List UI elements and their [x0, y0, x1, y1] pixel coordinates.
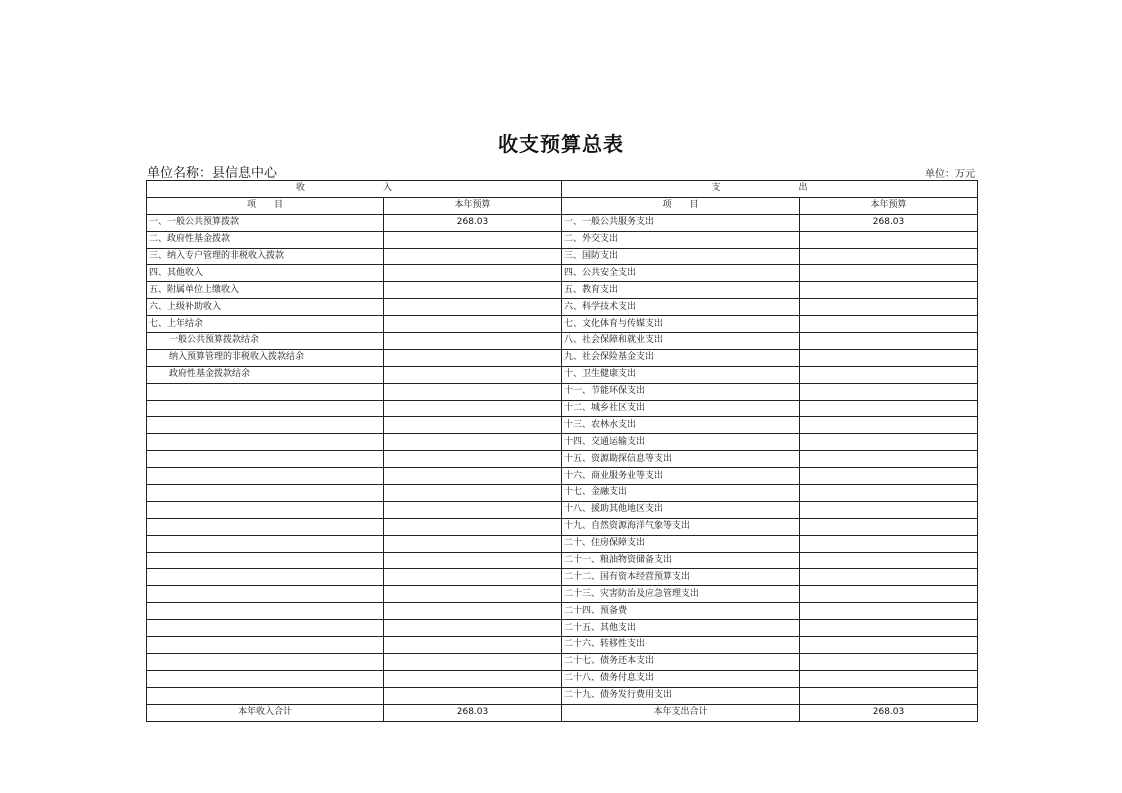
expense-amount-cell — [800, 282, 978, 299]
expense-item-cell: 十六、商业服务业等支出 — [562, 468, 800, 485]
expense-amount-cell — [800, 687, 978, 704]
income-item-cell — [147, 552, 384, 569]
income-item-cell: 一般公共预算拨款结余 — [147, 333, 384, 350]
table-row — [147, 451, 978, 468]
expense-item-cell: 二十一、粮油物资储备支出 — [562, 552, 800, 569]
expense-amount-cell — [800, 468, 978, 485]
budget-table — [146, 180, 978, 722]
expense-item-cell: 二十四、预备费 — [562, 603, 800, 620]
income-amount-cell — [384, 653, 562, 670]
table-row — [147, 569, 978, 586]
expense-amount-cell — [800, 417, 978, 434]
income-item-cell: 六、上级补助收入 — [147, 299, 384, 316]
income-item-cell: 七、上年结余 — [147, 316, 384, 333]
income-amount-cell — [384, 434, 562, 451]
table-row — [147, 518, 978, 535]
table-row — [147, 670, 978, 687]
expense-amount-cell — [800, 586, 978, 603]
expense-item-cell: 二十七、债务还本支出 — [562, 653, 800, 670]
expense-item-cell: 五、教育支出 — [562, 282, 800, 299]
income-item-cell: 纳入预算管理的非税收入拨款结余 — [147, 349, 384, 366]
table-row — [147, 299, 978, 316]
expense-amount-cell — [800, 552, 978, 569]
expense-amount-cell — [800, 670, 978, 687]
table-row — [147, 485, 978, 502]
table-row — [147, 282, 978, 299]
expense-item-cell: 二十八、债务付息支出 — [562, 670, 800, 687]
income-item-cell: 四、其他收入 — [147, 265, 384, 282]
expense-amount-cell — [800, 501, 978, 518]
income-amount-cell — [384, 518, 562, 535]
expense-amount-cell — [800, 653, 978, 670]
income-budget-header: 本年预算 — [384, 197, 562, 214]
income-item-cell: 一、一般公共预算拨款 — [147, 214, 384, 231]
income-item-cell — [147, 653, 384, 670]
income-item-cell: 五、附属单位上缴收入 — [147, 282, 384, 299]
income-amount-cell — [384, 670, 562, 687]
table-row — [147, 620, 978, 637]
income-amount-cell — [384, 637, 562, 654]
income-amount-cell — [384, 501, 562, 518]
table-row — [147, 400, 978, 417]
expense-amount-cell — [800, 231, 978, 248]
income-amount-cell — [384, 282, 562, 299]
unit-money-label: 单位：万元 — [925, 169, 975, 180]
income-amount-cell — [384, 316, 562, 333]
income-amount-cell — [384, 400, 562, 417]
table-row — [147, 687, 978, 704]
expense-item-cell: 八、社会保障和就业支出 — [562, 333, 800, 350]
table-row — [147, 434, 978, 451]
income-amount-cell — [384, 586, 562, 603]
expense-item-cell: 二十六、转移性支出 — [562, 637, 800, 654]
expense-budget-header: 本年预算 — [800, 197, 978, 214]
expense-item-cell: 十二、城乡社区支出 — [562, 400, 800, 417]
expense-item-cell: 二十、住房保障支出 — [562, 535, 800, 552]
expense-amount-cell — [800, 603, 978, 620]
totals-row — [147, 704, 978, 721]
expense-item-cell: 二十二、国有资本经营预算支出 — [562, 569, 800, 586]
expense-amount-cell — [800, 620, 978, 637]
expense-item-cell: 二十五、其他支出 — [562, 620, 800, 637]
expense-amount-cell — [800, 333, 978, 350]
expense-item-cell: 十三、农林水支出 — [562, 417, 800, 434]
income-item-cell: 三、纳入专户管理的非税收入拨款 — [147, 248, 384, 265]
table-row — [147, 535, 978, 552]
expense-item-cell: 十七、金融支出 — [562, 485, 800, 502]
expense-amount-cell — [800, 451, 978, 468]
income-item-cell — [147, 434, 384, 451]
expense-section-header: 支 出 — [562, 181, 978, 198]
table-row — [147, 383, 978, 400]
income-item-cell — [147, 687, 384, 704]
table-row — [147, 603, 978, 620]
table-row — [147, 653, 978, 670]
table-row — [147, 501, 978, 518]
expense-amount-cell — [800, 535, 978, 552]
table-row — [147, 552, 978, 569]
income-item-cell — [147, 400, 384, 417]
expense-amount-cell — [800, 485, 978, 502]
income-amount-cell — [384, 485, 562, 502]
income-amount-cell — [384, 468, 562, 485]
income-item-cell — [147, 637, 384, 654]
table-row — [147, 333, 978, 350]
income-amount-cell — [384, 231, 562, 248]
table-row — [147, 248, 978, 265]
expense-amount-cell — [800, 248, 978, 265]
income-amount-cell — [384, 603, 562, 620]
expense-item-cell: 二、外交支出 — [562, 231, 800, 248]
expense-total-label: 本年支出合计 — [562, 704, 800, 721]
expense-item-cell: 十一、节能环保支出 — [562, 383, 800, 400]
section-header-row — [147, 181, 978, 198]
expense-item-cell: 一、一般公共服务支出 — [562, 214, 800, 231]
expense-amount-cell — [800, 400, 978, 417]
expense-amount-cell — [800, 349, 978, 366]
table-row — [147, 637, 978, 654]
income-amount-cell — [384, 687, 562, 704]
expense-item-cell: 四、公共安全支出 — [562, 265, 800, 282]
income-item-cell — [147, 501, 384, 518]
expense-item-cell: 十四、交通运输支出 — [562, 434, 800, 451]
income-item-cell — [147, 670, 384, 687]
expense-item-cell: 九、社会保险基金支出 — [562, 349, 800, 366]
income-item-cell — [147, 620, 384, 637]
expense-item-cell: 十九、自然资源海洋气象等支出 — [562, 518, 800, 535]
income-amount-cell — [384, 451, 562, 468]
income-section-header: 收 入 — [147, 181, 562, 198]
table-row — [147, 417, 978, 434]
income-amount-cell — [384, 248, 562, 265]
income-amount-cell — [384, 349, 562, 366]
income-item-cell — [147, 417, 384, 434]
expense-total-amount: 268.03 — [800, 704, 978, 721]
income-item-cell — [147, 485, 384, 502]
unit-name-label: 单位名称：县信息中心 — [147, 166, 278, 181]
expense-amount-cell — [800, 637, 978, 654]
income-amount-cell — [384, 417, 562, 434]
column-header-row — [147, 197, 978, 214]
expense-item-cell: 二十九、债务发行费用支出 — [562, 687, 800, 704]
expense-item-cell: 十五、资源勘探信息等支出 — [562, 451, 800, 468]
expense-amount-cell — [800, 434, 978, 451]
income-item-cell: 二、政府性基金拨款 — [147, 231, 384, 248]
expense-amount-cell — [800, 265, 978, 282]
expense-item-cell: 十八、援助其他地区支出 — [562, 501, 800, 518]
table-row — [147, 349, 978, 366]
expense-item-cell: 二十三、灾害防治及应急管理支出 — [562, 586, 800, 603]
income-item-cell — [147, 518, 384, 535]
income-amount-cell — [384, 552, 562, 569]
income-amount-cell — [384, 620, 562, 637]
expense-amount-cell — [800, 569, 978, 586]
income-item-cell — [147, 603, 384, 620]
table-row — [147, 231, 978, 248]
table-row — [147, 468, 978, 485]
income-amount-cell — [384, 299, 562, 316]
income-item-cell — [147, 451, 384, 468]
table-row — [147, 214, 978, 231]
table-row — [147, 316, 978, 333]
page-title: 收支预算总表 — [498, 132, 624, 156]
expense-amount-cell — [800, 518, 978, 535]
income-item-cell — [147, 586, 384, 603]
expense-item-header: 项 目 — [562, 197, 800, 214]
income-amount-cell — [384, 569, 562, 586]
expense-item-cell: 三、国防支出 — [562, 248, 800, 265]
expense-item-cell: 十、卫生健康支出 — [562, 366, 800, 383]
income-total-label: 本年收入合计 — [147, 704, 384, 721]
income-amount-cell — [384, 333, 562, 350]
income-amount-cell — [384, 383, 562, 400]
expense-item-cell: 七、文化体育与传媒支出 — [562, 316, 800, 333]
income-amount-cell — [384, 366, 562, 383]
income-amount-cell — [384, 535, 562, 552]
table-row — [147, 366, 978, 383]
expense-amount-cell — [800, 383, 978, 400]
table-row — [147, 265, 978, 282]
income-item-cell — [147, 569, 384, 586]
table-row — [147, 586, 978, 603]
expense-item-cell: 六、科学技术支出 — [562, 299, 800, 316]
income-amount-cell: 268.03 — [384, 214, 562, 231]
expense-amount-cell — [800, 366, 978, 383]
income-item-cell — [147, 535, 384, 552]
income-item-cell: 政府性基金拨款结余 — [147, 366, 384, 383]
expense-amount-cell: 268.03 — [800, 214, 978, 231]
expense-amount-cell — [800, 299, 978, 316]
expense-amount-cell — [800, 316, 978, 333]
income-amount-cell — [384, 265, 562, 282]
income-item-header: 项 目 — [147, 197, 384, 214]
income-item-cell — [147, 383, 384, 400]
income-item-cell — [147, 468, 384, 485]
income-total-amount: 268.03 — [384, 704, 562, 721]
